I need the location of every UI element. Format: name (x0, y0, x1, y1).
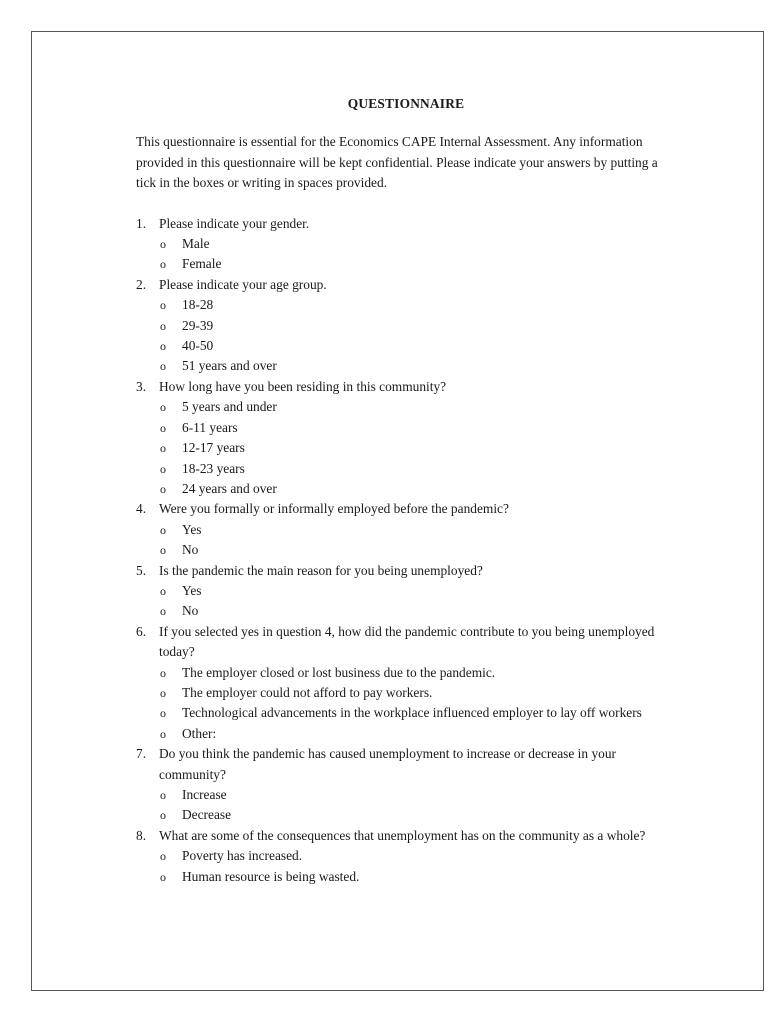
question-text-row (136, 377, 676, 397)
option-item[interactable] (136, 356, 676, 376)
option-label: Poverty has increased. (182, 848, 303, 864)
option-label: Yes (182, 521, 202, 537)
option-item[interactable] (136, 520, 676, 540)
option-item[interactable] (136, 663, 676, 683)
question-text-row (136, 275, 676, 295)
question-7 (136, 744, 676, 826)
question-text-row (136, 499, 676, 519)
option-bullet-icon: o (160, 359, 166, 374)
option-item[interactable] (136, 479, 676, 499)
question-number: 2. (136, 276, 147, 292)
option-label: Technological advancements in the workplace influenced employer to lay off workers (182, 705, 642, 721)
option-item[interactable] (136, 254, 676, 274)
option-item[interactable] (136, 295, 676, 315)
question-text-row (136, 214, 676, 234)
option-item[interactable] (136, 867, 676, 887)
question-1 (136, 214, 676, 275)
option-bullet-icon: o (160, 543, 166, 558)
option-item[interactable] (136, 234, 676, 254)
document-content (136, 94, 676, 887)
option-item[interactable] (136, 540, 676, 560)
option-bullet-icon: o (160, 237, 166, 252)
question-text-row (136, 622, 676, 663)
option-item[interactable] (136, 785, 676, 805)
document-page (31, 31, 764, 991)
option-label: 5 years and under (182, 399, 277, 415)
option-list (136, 397, 676, 499)
option-list (136, 785, 676, 826)
option-label: 24 years and over (182, 480, 277, 496)
option-label: Female (182, 256, 222, 272)
question-text: Were you formally or informally employed before the pandemic? (159, 501, 509, 517)
question-8 (136, 826, 676, 887)
option-list (136, 520, 676, 561)
option-bullet-icon: o (160, 400, 166, 415)
option-bullet-icon: o (160, 461, 166, 476)
option-bullet-icon: o (160, 685, 166, 700)
option-label: 18-23 years (182, 460, 245, 476)
option-list (136, 295, 676, 377)
option-item[interactable] (136, 805, 676, 825)
question-4 (136, 499, 676, 560)
option-bullet-icon: o (160, 481, 166, 496)
question-number: 6. (136, 623, 147, 639)
option-bullet-icon: o (160, 604, 166, 619)
question-text: Is the pandemic the main reason for you being unemployed? (159, 562, 483, 578)
option-item[interactable] (136, 459, 676, 479)
option-bullet-icon: o (160, 726, 166, 741)
question-5 (136, 561, 676, 622)
option-label: Yes (182, 582, 202, 598)
option-item[interactable] (136, 418, 676, 438)
option-list (136, 581, 676, 622)
option-bullet-icon: o (160, 808, 166, 823)
option-label: The employer closed or lost business due to the pandemic. (182, 664, 496, 680)
option-bullet-icon: o (160, 318, 166, 333)
option-bullet-icon: o (160, 583, 166, 598)
option-label: 18-28 (182, 297, 214, 313)
option-item[interactable] (136, 397, 676, 417)
option-label: Increase (182, 787, 227, 802)
option-bullet-icon: o (160, 257, 166, 272)
option-label: 29-39 (182, 317, 214, 333)
question-number: 5. (136, 562, 147, 578)
question-number: 7. (136, 746, 147, 762)
option-item[interactable] (136, 316, 676, 336)
option-bullet-icon: o (160, 339, 166, 354)
question-number: 1. (136, 215, 147, 231)
question-number: 8. (136, 827, 147, 843)
question-2 (136, 275, 676, 377)
question-text: Please indicate your gender. (159, 215, 310, 231)
option-label: 51 years and over (182, 358, 277, 374)
option-item[interactable] (136, 724, 676, 744)
option-label: Human resource is being wasted. (182, 868, 360, 884)
intro-paragraph: This questionnaire is essential for the Economics CAPE Internal Assessment. Any information provided in this questionnaire will be kept confidential. Please indicate your answers by putting a tick in the boxes or writing in spaces provided. (136, 134, 658, 191)
question-text: What are some of the consequences that unemployment has on the community as a whole? (159, 827, 646, 843)
question-list (136, 214, 676, 887)
option-bullet-icon: o (160, 298, 166, 313)
option-item[interactable] (136, 846, 676, 866)
document-title: QUESTIONNAIRE (347, 96, 465, 111)
option-item[interactable] (136, 601, 676, 621)
option-label: No (182, 603, 199, 619)
question-text: Do you think the pandemic has caused unemployment to increase or decrease in your community? (159, 746, 616, 782)
question-number: 3. (136, 378, 147, 394)
question-text: Please indicate your age group. (159, 276, 327, 292)
option-bullet-icon: o (160, 420, 166, 435)
option-label: 6-11 years (182, 419, 238, 435)
option-label: The employer could not afford to pay workers. (182, 684, 433, 700)
option-item[interactable] (136, 683, 676, 703)
question-text: If you selected yes in question 4, how did the pandemic contribute to you being unemployed today? (159, 623, 655, 660)
option-label: Other: (182, 725, 217, 741)
option-bullet-icon: o (160, 522, 166, 537)
option-item[interactable] (136, 703, 676, 723)
option-bullet-icon: o (160, 869, 166, 884)
option-list (136, 663, 676, 745)
option-label: No (182, 542, 199, 558)
option-label: 12-17 years (182, 440, 245, 456)
option-bullet-icon: o (160, 441, 166, 456)
question-3 (136, 377, 676, 499)
option-list (136, 846, 676, 887)
option-label: Decrease (182, 807, 232, 823)
option-item[interactable] (136, 438, 676, 458)
question-6 (136, 622, 676, 744)
option-bullet-icon: o (160, 665, 166, 680)
question-text-row (136, 744, 676, 785)
option-item[interactable] (136, 581, 676, 601)
option-label: 40-50 (182, 338, 214, 354)
option-item[interactable] (136, 336, 676, 356)
option-bullet-icon: o (160, 788, 166, 802)
option-list (136, 234, 676, 275)
question-number: 4. (136, 501, 147, 517)
option-bullet-icon: o (160, 706, 166, 721)
question-text-row (136, 561, 676, 581)
question-text: How long have you been residing in this community? (159, 378, 447, 394)
question-text-row (136, 826, 676, 846)
option-label: Male (182, 236, 210, 252)
option-bullet-icon: o (160, 849, 166, 864)
